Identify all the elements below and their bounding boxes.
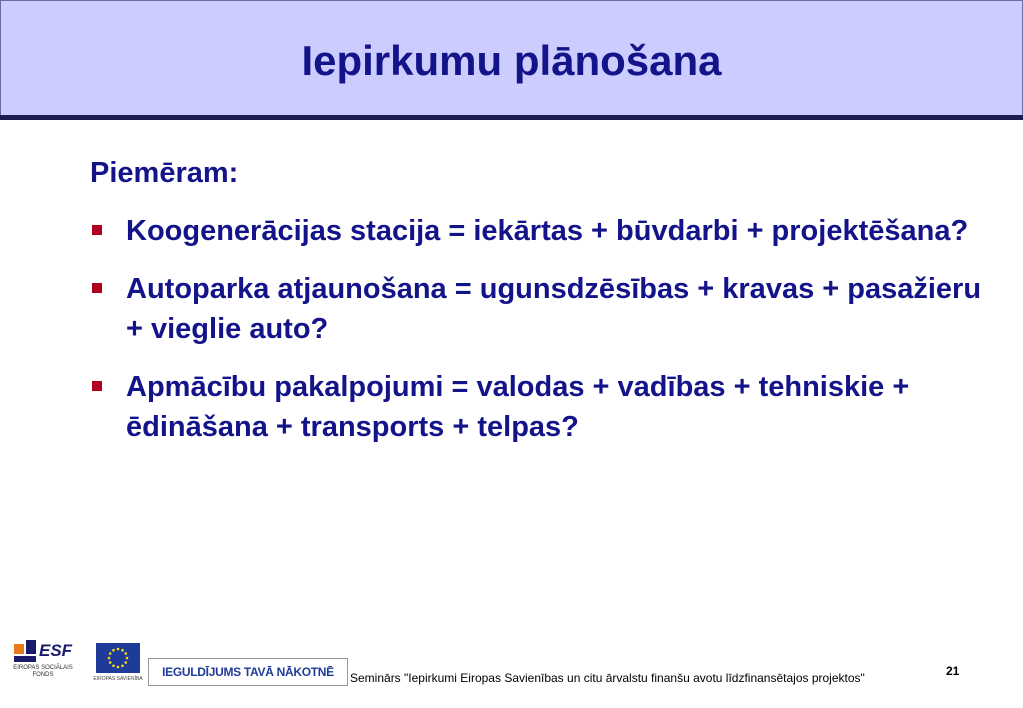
slogan-banner: [148, 658, 348, 686]
square-bullet-icon: [92, 225, 102, 235]
bullet-item: [90, 367, 990, 447]
bullet-item: [90, 211, 990, 251]
esf-logo-caption: EIROPAS SOCIĀLAIS FONDS: [13, 665, 73, 678]
bullet-item: [90, 269, 990, 349]
eu-flag-icon: [96, 643, 140, 673]
bullet-text: Autoparka atjaunošana = ugunsdzēsības + kravas + pasažieru + vieglie auto?: [126, 273, 982, 345]
seminar-footer: Seminārs "Iepirkumi Eiropas Savienības un citu ārvalstu finanšu avotu līdzfinansētajos projektos": [350, 671, 865, 685]
esf-logo-text: ESF: [39, 641, 73, 660]
intro-text: Piemēram:: [90, 157, 239, 189]
bullet-text: Apmācību pakalpojumi = valodas + vadības + tehniskie + ēdināšana + transports + telpas?: [126, 371, 910, 443]
eu-flag-caption: EIROPAS SAVIENĪBA: [93, 676, 143, 682]
slide-content: [90, 155, 990, 465]
title-divider: [0, 115, 1023, 120]
bullet-text: Koogenerācijas stacija = iekārtas + būvdarbi + projektēšana?: [126, 215, 969, 247]
slide-title: Iepirkumu plānošana: [301, 37, 722, 84]
slogan-text: IEGULDĪJUMS TAVĀ NĀKOTNĒ: [162, 665, 334, 679]
page-number: 21: [946, 664, 960, 678]
square-bullet-icon: [92, 283, 102, 293]
square-bullet-icon: [92, 381, 102, 391]
